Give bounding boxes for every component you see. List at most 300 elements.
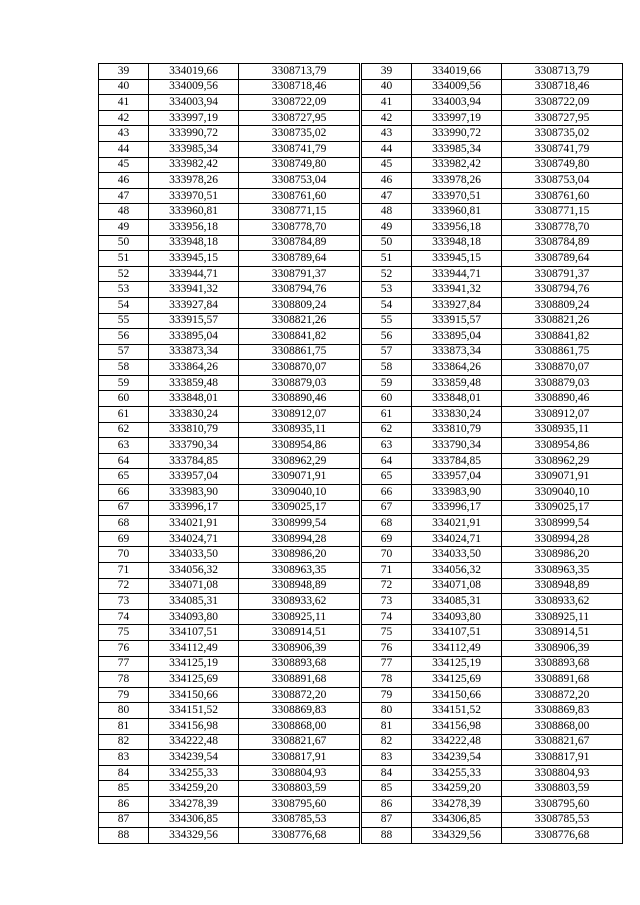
x-coordinate-cell: 333864,26 — [412, 360, 502, 376]
point-number-cell: 86 — [362, 796, 412, 812]
y-coordinate-cell: 3308753,04 — [239, 173, 360, 189]
table-row — [362, 422, 623, 438]
y-coordinate-cell: 3308948,89 — [502, 578, 623, 594]
y-coordinate-cell: 3308713,79 — [239, 64, 360, 80]
x-coordinate-cell: 334071,08 — [412, 578, 502, 594]
table-row — [362, 578, 623, 594]
x-coordinate-cell: 334003,94 — [149, 95, 239, 111]
table-row — [362, 718, 623, 734]
table-row — [362, 126, 623, 142]
table-row — [362, 391, 623, 407]
point-number-cell: 57 — [99, 344, 149, 360]
y-coordinate-cell: 3308727,95 — [502, 110, 623, 126]
y-coordinate-cell: 3308727,95 — [239, 110, 360, 126]
table-row — [99, 531, 360, 547]
point-number-cell: 83 — [362, 750, 412, 766]
x-coordinate-cell: 334239,54 — [412, 750, 502, 766]
x-coordinate-cell: 333927,84 — [149, 297, 239, 313]
x-coordinate-cell: 334156,98 — [149, 718, 239, 734]
table-row — [99, 219, 360, 235]
table-row — [362, 703, 623, 719]
point-number-cell: 63 — [99, 438, 149, 454]
point-number-cell: 59 — [362, 375, 412, 391]
y-coordinate-cell: 3308794,76 — [239, 282, 360, 298]
x-coordinate-cell: 334259,20 — [149, 781, 239, 797]
y-coordinate-cell: 3308890,46 — [239, 391, 360, 407]
point-number-cell: 85 — [99, 781, 149, 797]
point-number-cell: 66 — [99, 485, 149, 501]
point-number-cell: 46 — [99, 173, 149, 189]
x-coordinate-cell: 333944,71 — [412, 266, 502, 282]
y-coordinate-cell: 3309025,17 — [239, 500, 360, 516]
x-coordinate-cell: 333982,42 — [149, 157, 239, 173]
y-coordinate-cell: 3308986,20 — [239, 547, 360, 563]
point-number-cell: 40 — [99, 79, 149, 95]
table-row — [99, 204, 360, 220]
y-coordinate-cell: 3308954,86 — [502, 438, 623, 454]
table-row — [99, 594, 360, 610]
point-number-cell: 53 — [99, 282, 149, 298]
y-coordinate-cell: 3308817,91 — [502, 750, 623, 766]
table-row — [362, 297, 623, 313]
point-number-cell: 82 — [362, 734, 412, 750]
table-row — [99, 141, 360, 157]
y-coordinate-cell: 3308948,89 — [239, 578, 360, 594]
x-coordinate-cell: 333960,81 — [149, 204, 239, 220]
y-coordinate-cell: 3308735,02 — [239, 126, 360, 142]
table-row — [99, 297, 360, 313]
x-coordinate-cell: 333848,01 — [149, 391, 239, 407]
point-number-cell: 74 — [362, 609, 412, 625]
table-row — [99, 796, 360, 812]
y-coordinate-cell: 3308718,46 — [502, 79, 623, 95]
y-coordinate-cell: 3308999,54 — [239, 516, 360, 532]
x-coordinate-cell: 333983,90 — [149, 485, 239, 501]
point-number-cell: 87 — [99, 812, 149, 828]
y-coordinate-cell: 3308804,93 — [239, 765, 360, 781]
table-row — [362, 282, 623, 298]
y-coordinate-cell: 3308784,89 — [239, 235, 360, 251]
x-coordinate-cell: 333941,32 — [149, 282, 239, 298]
table-row — [362, 141, 623, 157]
y-coordinate-cell: 3308803,59 — [502, 781, 623, 797]
y-coordinate-cell: 3308795,60 — [502, 796, 623, 812]
y-coordinate-cell: 3308821,67 — [239, 734, 360, 750]
table-row — [362, 765, 623, 781]
point-number-cell: 62 — [362, 422, 412, 438]
table-row — [99, 469, 360, 485]
y-coordinate-cell: 3308906,39 — [502, 640, 623, 656]
x-coordinate-cell: 334125,19 — [412, 656, 502, 672]
point-number-cell: 65 — [99, 469, 149, 485]
point-number-cell: 68 — [99, 516, 149, 532]
x-coordinate-cell: 333895,04 — [412, 329, 502, 345]
y-coordinate-cell: 3308963,35 — [502, 563, 623, 579]
y-coordinate-cell: 3308803,59 — [239, 781, 360, 797]
x-coordinate-cell: 333848,01 — [412, 391, 502, 407]
point-number-cell: 73 — [362, 594, 412, 610]
y-coordinate-cell: 3308821,26 — [502, 313, 623, 329]
table-row — [362, 79, 623, 95]
point-number-cell: 39 — [362, 64, 412, 80]
x-coordinate-cell: 333945,15 — [412, 251, 502, 267]
y-coordinate-cell: 3308722,09 — [502, 95, 623, 111]
y-coordinate-cell: 3308791,37 — [239, 266, 360, 282]
y-coordinate-cell: 3308785,53 — [502, 812, 623, 828]
table-row — [99, 173, 360, 189]
x-coordinate-cell: 334255,33 — [149, 765, 239, 781]
y-coordinate-cell: 3308962,29 — [239, 453, 360, 469]
table-row — [99, 266, 360, 282]
table-row — [362, 173, 623, 189]
point-number-cell: 39 — [99, 64, 149, 80]
x-coordinate-cell: 334259,20 — [412, 781, 502, 797]
point-number-cell: 57 — [362, 344, 412, 360]
x-coordinate-cell: 334150,66 — [149, 687, 239, 703]
point-number-cell: 78 — [99, 672, 149, 688]
y-coordinate-cell: 3308906,39 — [239, 640, 360, 656]
x-coordinate-cell: 333941,32 — [412, 282, 502, 298]
x-coordinate-cell: 333996,17 — [149, 500, 239, 516]
point-number-cell: 43 — [99, 126, 149, 142]
y-coordinate-cell: 3308789,64 — [502, 251, 623, 267]
y-coordinate-cell: 3308933,62 — [502, 594, 623, 610]
y-coordinate-cell: 3308935,11 — [502, 422, 623, 438]
point-number-cell: 54 — [99, 297, 149, 313]
table-row — [99, 609, 360, 625]
y-coordinate-cell: 3308914,51 — [239, 625, 360, 641]
table-row — [362, 672, 623, 688]
y-coordinate-cell: 3308791,37 — [502, 266, 623, 282]
x-coordinate-cell: 333990,72 — [149, 126, 239, 142]
table-row — [99, 79, 360, 95]
point-number-cell: 81 — [362, 718, 412, 734]
point-number-cell: 69 — [99, 531, 149, 547]
table-row — [362, 750, 623, 766]
coordinates-table-right — [361, 63, 623, 844]
y-coordinate-cell: 3308890,46 — [502, 391, 623, 407]
x-coordinate-cell: 334056,32 — [149, 563, 239, 579]
x-coordinate-cell: 333895,04 — [149, 329, 239, 345]
x-coordinate-cell: 333970,51 — [149, 188, 239, 204]
point-number-cell: 70 — [362, 547, 412, 563]
y-coordinate-cell: 3308809,24 — [502, 297, 623, 313]
x-coordinate-cell: 334306,85 — [412, 812, 502, 828]
point-number-cell: 77 — [362, 656, 412, 672]
x-coordinate-cell: 334150,66 — [412, 687, 502, 703]
table-row — [99, 95, 360, 111]
y-coordinate-cell: 3309071,91 — [502, 469, 623, 485]
table-row — [99, 251, 360, 267]
y-coordinate-cell: 3308794,76 — [502, 282, 623, 298]
point-number-cell: 58 — [99, 360, 149, 376]
point-number-cell: 84 — [362, 765, 412, 781]
x-coordinate-cell: 333944,71 — [149, 266, 239, 282]
y-coordinate-cell: 3308778,70 — [239, 219, 360, 235]
y-coordinate-cell: 3308870,07 — [239, 360, 360, 376]
point-number-cell: 47 — [362, 188, 412, 204]
y-coordinate-cell: 3308868,00 — [502, 718, 623, 734]
x-coordinate-cell: 333873,34 — [149, 344, 239, 360]
table-row — [99, 453, 360, 469]
x-coordinate-cell: 334222,48 — [149, 734, 239, 750]
y-coordinate-cell: 3308962,29 — [502, 453, 623, 469]
y-coordinate-cell: 3308817,91 — [239, 750, 360, 766]
point-number-cell: 61 — [99, 407, 149, 423]
x-coordinate-cell: 333990,72 — [412, 126, 502, 142]
table-row — [99, 64, 360, 80]
x-coordinate-cell: 334024,71 — [412, 531, 502, 547]
x-coordinate-cell: 334239,54 — [149, 750, 239, 766]
x-coordinate-cell: 333784,85 — [412, 453, 502, 469]
x-coordinate-cell: 333790,34 — [149, 438, 239, 454]
y-coordinate-cell: 3308804,93 — [502, 765, 623, 781]
point-number-cell: 55 — [99, 313, 149, 329]
point-number-cell: 42 — [362, 110, 412, 126]
table-row — [99, 422, 360, 438]
point-number-cell: 67 — [362, 500, 412, 516]
table-row — [362, 469, 623, 485]
point-number-cell: 64 — [99, 453, 149, 469]
x-coordinate-cell: 333960,81 — [412, 204, 502, 220]
point-number-cell: 71 — [99, 563, 149, 579]
point-number-cell: 56 — [99, 329, 149, 345]
x-coordinate-cell: 334071,08 — [149, 578, 239, 594]
point-number-cell: 65 — [362, 469, 412, 485]
table-row — [362, 188, 623, 204]
point-number-cell: 45 — [99, 157, 149, 173]
table-row — [362, 64, 623, 80]
y-coordinate-cell: 3309071,91 — [239, 469, 360, 485]
table-row — [362, 547, 623, 563]
x-coordinate-cell: 334125,69 — [149, 672, 239, 688]
x-coordinate-cell: 333873,34 — [412, 344, 502, 360]
table-row — [99, 547, 360, 563]
y-coordinate-cell: 3308861,75 — [239, 344, 360, 360]
x-coordinate-cell: 334093,80 — [412, 609, 502, 625]
table-row — [99, 640, 360, 656]
y-coordinate-cell: 3308778,70 — [502, 219, 623, 235]
x-coordinate-cell: 334021,91 — [412, 516, 502, 532]
point-number-cell: 52 — [99, 266, 149, 282]
y-coordinate-cell: 3308749,80 — [239, 157, 360, 173]
y-coordinate-cell: 3308761,60 — [239, 188, 360, 204]
y-coordinate-cell: 3308925,11 — [239, 609, 360, 625]
y-coordinate-cell: 3308879,03 — [239, 375, 360, 391]
y-coordinate-cell: 3308761,60 — [502, 188, 623, 204]
point-number-cell: 83 — [99, 750, 149, 766]
table-row — [99, 126, 360, 142]
y-coordinate-cell: 3308771,15 — [502, 204, 623, 220]
x-coordinate-cell: 333957,04 — [412, 469, 502, 485]
y-coordinate-cell: 3308809,24 — [239, 297, 360, 313]
x-coordinate-cell: 334112,49 — [412, 640, 502, 656]
point-number-cell: 51 — [99, 251, 149, 267]
y-coordinate-cell: 3308841,82 — [502, 329, 623, 345]
x-coordinate-cell: 333784,85 — [149, 453, 239, 469]
point-number-cell: 47 — [99, 188, 149, 204]
x-coordinate-cell: 334112,49 — [149, 640, 239, 656]
point-number-cell: 70 — [99, 547, 149, 563]
point-number-cell: 44 — [362, 141, 412, 157]
table-row — [362, 251, 623, 267]
y-coordinate-cell: 3308868,00 — [239, 718, 360, 734]
y-coordinate-cell: 3308933,62 — [239, 594, 360, 610]
x-coordinate-cell: 333948,18 — [149, 235, 239, 251]
point-number-cell: 69 — [362, 531, 412, 547]
point-number-cell: 85 — [362, 781, 412, 797]
y-coordinate-cell: 3308789,64 — [239, 251, 360, 267]
x-coordinate-cell: 334085,31 — [412, 594, 502, 610]
table-row — [99, 407, 360, 423]
point-number-cell: 74 — [99, 609, 149, 625]
point-number-cell: 41 — [99, 95, 149, 111]
x-coordinate-cell: 333830,24 — [412, 407, 502, 423]
table-row — [99, 110, 360, 126]
point-number-cell: 67 — [99, 500, 149, 516]
y-coordinate-cell: 3308870,07 — [502, 360, 623, 376]
x-coordinate-cell: 334107,51 — [412, 625, 502, 641]
y-coordinate-cell: 3308869,83 — [239, 703, 360, 719]
x-coordinate-cell: 334222,48 — [412, 734, 502, 750]
x-coordinate-cell: 334107,51 — [149, 625, 239, 641]
point-number-cell: 68 — [362, 516, 412, 532]
point-number-cell: 52 — [362, 266, 412, 282]
y-coordinate-cell: 3308771,15 — [239, 204, 360, 220]
y-coordinate-cell: 3308872,20 — [502, 687, 623, 703]
table-row — [362, 407, 623, 423]
table-row — [99, 360, 360, 376]
point-number-cell: 62 — [99, 422, 149, 438]
table-row — [99, 703, 360, 719]
point-number-cell: 44 — [99, 141, 149, 157]
x-coordinate-cell: 334306,85 — [149, 812, 239, 828]
point-number-cell: 46 — [362, 173, 412, 189]
table-row — [99, 391, 360, 407]
x-coordinate-cell: 333957,04 — [149, 469, 239, 485]
table-row — [362, 329, 623, 345]
table-row — [99, 563, 360, 579]
point-number-cell: 58 — [362, 360, 412, 376]
y-coordinate-cell: 3308925,11 — [502, 609, 623, 625]
point-number-cell: 72 — [99, 578, 149, 594]
table-row — [99, 812, 360, 828]
point-number-cell: 54 — [362, 297, 412, 313]
table-row — [99, 438, 360, 454]
point-number-cell: 49 — [362, 219, 412, 235]
table-row — [362, 453, 623, 469]
table-row — [362, 594, 623, 610]
x-coordinate-cell: 334033,50 — [149, 547, 239, 563]
y-coordinate-cell: 3308718,46 — [239, 79, 360, 95]
table-row — [99, 750, 360, 766]
y-coordinate-cell: 3308914,51 — [502, 625, 623, 641]
y-coordinate-cell: 3308741,79 — [239, 141, 360, 157]
x-coordinate-cell: 333978,26 — [149, 173, 239, 189]
table-row — [362, 796, 623, 812]
x-coordinate-cell: 333810,79 — [412, 422, 502, 438]
point-number-cell: 79 — [99, 687, 149, 703]
x-coordinate-cell: 334085,31 — [149, 594, 239, 610]
table-row — [99, 282, 360, 298]
table-row — [362, 563, 623, 579]
table-row — [99, 672, 360, 688]
table-row — [99, 718, 360, 734]
x-coordinate-cell: 333978,26 — [412, 173, 502, 189]
point-number-cell: 61 — [362, 407, 412, 423]
table-row — [99, 734, 360, 750]
y-coordinate-cell: 3308722,09 — [239, 95, 360, 111]
x-coordinate-cell: 334125,69 — [412, 672, 502, 688]
point-number-cell: 60 — [99, 391, 149, 407]
x-coordinate-cell: 334093,80 — [149, 609, 239, 625]
table-row — [362, 235, 623, 251]
x-coordinate-cell: 333830,24 — [149, 407, 239, 423]
table-row — [362, 516, 623, 532]
y-coordinate-cell: 3308893,68 — [239, 656, 360, 672]
point-number-cell: 81 — [99, 718, 149, 734]
point-number-cell: 48 — [362, 204, 412, 220]
point-number-cell: 50 — [99, 235, 149, 251]
y-coordinate-cell: 3308999,54 — [502, 516, 623, 532]
x-coordinate-cell: 333970,51 — [412, 188, 502, 204]
point-number-cell: 71 — [362, 563, 412, 579]
x-coordinate-cell: 333997,19 — [412, 110, 502, 126]
table-row — [362, 204, 623, 220]
y-coordinate-cell: 3308795,60 — [239, 796, 360, 812]
x-coordinate-cell: 334009,56 — [412, 79, 502, 95]
y-coordinate-cell: 3309040,10 — [502, 485, 623, 501]
point-number-cell: 59 — [99, 375, 149, 391]
x-coordinate-cell: 334003,94 — [412, 95, 502, 111]
point-number-cell: 86 — [99, 796, 149, 812]
y-coordinate-cell: 3308891,68 — [239, 672, 360, 688]
x-coordinate-cell: 333915,57 — [149, 313, 239, 329]
table-row — [362, 360, 623, 376]
table-row — [99, 500, 360, 516]
y-coordinate-cell: 3308749,80 — [502, 157, 623, 173]
x-coordinate-cell: 333945,15 — [149, 251, 239, 267]
y-coordinate-cell: 3308891,68 — [502, 672, 623, 688]
table-row — [99, 313, 360, 329]
x-coordinate-cell: 334019,66 — [412, 64, 502, 80]
y-coordinate-cell: 3308753,04 — [502, 173, 623, 189]
y-coordinate-cell: 3308935,11 — [239, 422, 360, 438]
y-coordinate-cell: 3308776,68 — [502, 828, 623, 844]
table-row — [362, 438, 623, 454]
point-number-cell: 88 — [362, 828, 412, 844]
point-number-cell: 88 — [99, 828, 149, 844]
table-row — [362, 500, 623, 516]
point-number-cell: 51 — [362, 251, 412, 267]
point-number-cell: 87 — [362, 812, 412, 828]
point-number-cell: 75 — [362, 625, 412, 641]
table-row — [362, 485, 623, 501]
x-coordinate-cell: 334278,39 — [149, 796, 239, 812]
point-number-cell: 56 — [362, 329, 412, 345]
table-row — [362, 266, 623, 282]
x-coordinate-cell: 333948,18 — [412, 235, 502, 251]
table-row — [362, 687, 623, 703]
x-coordinate-cell: 333997,19 — [149, 110, 239, 126]
point-number-cell: 79 — [362, 687, 412, 703]
point-number-cell: 41 — [362, 95, 412, 111]
x-coordinate-cell: 333956,18 — [412, 219, 502, 235]
point-number-cell: 66 — [362, 485, 412, 501]
x-coordinate-cell: 333859,48 — [149, 375, 239, 391]
x-coordinate-cell: 333956,18 — [149, 219, 239, 235]
table-row — [99, 344, 360, 360]
